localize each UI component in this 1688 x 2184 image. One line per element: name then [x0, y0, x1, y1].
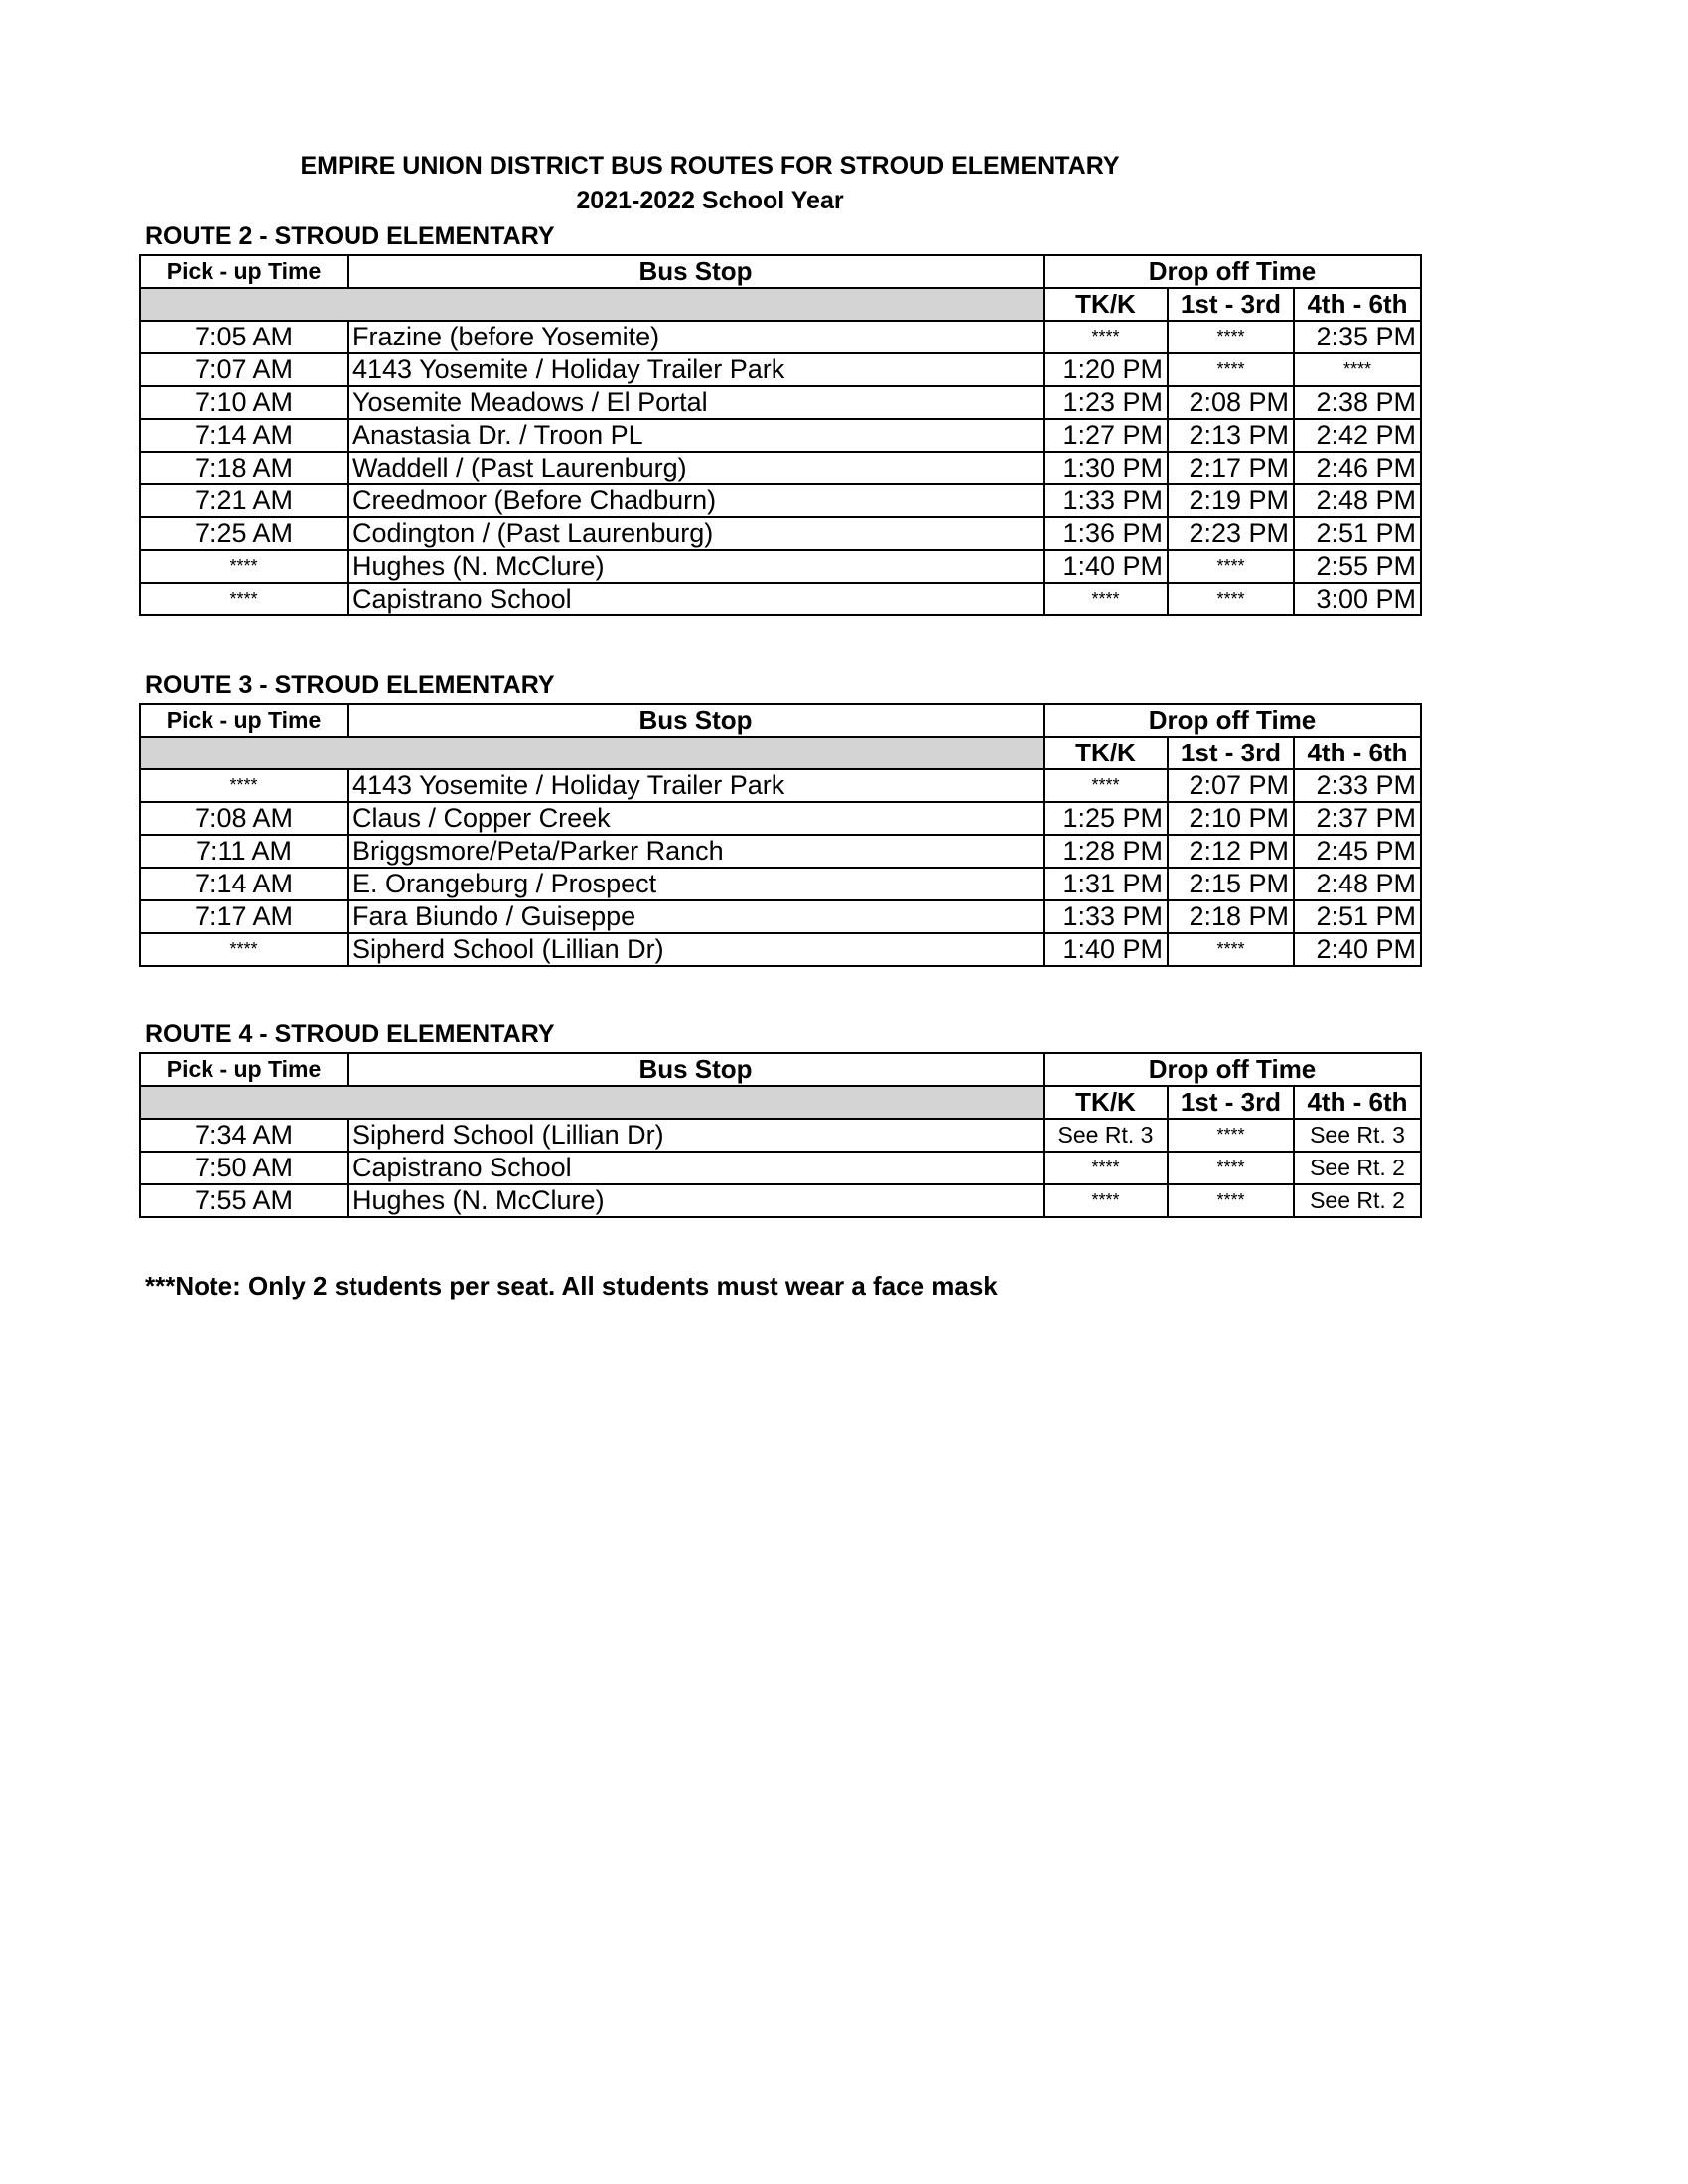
table-subheader-row	[140, 737, 1421, 769]
bus-stop-cell: Creedmoor (Before Chadburn)	[348, 484, 1044, 517]
tk-k-time-cell: 1:33 PM	[1044, 900, 1168, 933]
pickup-time-cell: 7:34 AM	[140, 1119, 348, 1152]
grades-4-6-time-cell: 2:33 PM	[1294, 769, 1421, 802]
grades-4-6-time-cell: 2:45 PM	[1294, 835, 1421, 868]
pickup-time-cell: 7:55 AM	[140, 1184, 348, 1217]
drop-off-time-header: Drop off Time	[1044, 704, 1421, 737]
grades-1-3-time-cell: ****	[1168, 1119, 1294, 1152]
pickup-time-cell: ****	[140, 769, 348, 802]
pickup-time-header: Pick - up Time	[140, 1053, 348, 1086]
bus-stop-cell: Claus / Copper Creek	[348, 802, 1044, 835]
grades-1-3-header: 1st - 3rd	[1168, 1086, 1294, 1119]
tk-k-time-cell: 1:25 PM	[1044, 802, 1168, 835]
grades-4-6-time-cell: See Rt. 3	[1294, 1119, 1421, 1152]
bus-stop-cell: Sipherd School (Lillian Dr)	[348, 933, 1044, 966]
grades-4-6-time-cell: 2:35 PM	[1294, 321, 1421, 353]
table-row	[140, 769, 1421, 802]
table-row	[140, 452, 1421, 484]
tk-k-time-cell: 1:31 PM	[1044, 868, 1168, 900]
grades-4-6-time-cell: 2:51 PM	[1294, 517, 1421, 550]
tk-k-time-cell: ****	[1044, 1184, 1168, 1217]
document-header	[139, 149, 1281, 218]
table-row	[140, 868, 1421, 900]
route-rows	[140, 321, 1421, 615]
grades-1-3-time-cell: ****	[1168, 321, 1294, 353]
grades-4-6-time-cell: 2:55 PM	[1294, 550, 1421, 583]
tk-k-time-cell: ****	[1044, 321, 1168, 353]
grades-1-3-time-cell: 2:15 PM	[1168, 868, 1294, 900]
grades-1-3-time-cell: 2:10 PM	[1168, 802, 1294, 835]
pickup-time-cell: ****	[140, 550, 348, 583]
bus-stop-cell: Briggsmore/Peta/Parker Ranch	[348, 835, 1044, 868]
grades-1-3-header: 1st - 3rd	[1168, 288, 1294, 321]
tk-k-time-cell: 1:36 PM	[1044, 517, 1168, 550]
grades-1-3-time-cell: ****	[1168, 1184, 1294, 1217]
bus-stop-cell: Fara Biundo / Guiseppe	[348, 900, 1044, 933]
bus-stop-header: Bus Stop	[348, 1053, 1044, 1086]
tk-k-time-cell: 1:23 PM	[1044, 386, 1168, 419]
table-header-row	[140, 255, 1421, 288]
grades-4-6-time-cell: 2:42 PM	[1294, 419, 1421, 452]
grades-4-6-time-cell: 3:00 PM	[1294, 583, 1421, 615]
tk-k-time-cell: 1:20 PM	[1044, 353, 1168, 386]
grades-1-3-time-cell: 2:17 PM	[1168, 452, 1294, 484]
tk-k-time-cell: 1:33 PM	[1044, 484, 1168, 517]
pickup-time-cell: 7:14 AM	[140, 419, 348, 452]
pickup-time-cell: 7:50 AM	[140, 1152, 348, 1184]
route-heading: ROUTE 3 - STROUD ELEMENTARY	[145, 671, 555, 699]
pickup-time-cell: 7:10 AM	[140, 386, 348, 419]
grades-1-3-time-cell: 2:12 PM	[1168, 835, 1294, 868]
grades-4-6-time-cell: 2:46 PM	[1294, 452, 1421, 484]
route-schedule-table	[139, 1052, 1422, 1218]
bus-stop-cell: Sipherd School (Lillian Dr)	[348, 1119, 1044, 1152]
table-row	[140, 484, 1421, 517]
bus-stop-header: Bus Stop	[348, 704, 1044, 737]
shaded-header-cell	[140, 1086, 1044, 1119]
tk-k-time-cell: See Rt. 3	[1044, 1119, 1168, 1152]
table-row	[140, 1119, 1421, 1152]
bus-stop-cell: Capistrano School	[348, 1152, 1044, 1184]
bus-stop-cell: Codington / (Past Laurenburg)	[348, 517, 1044, 550]
route-heading: ROUTE 4 - STROUD ELEMENTARY	[145, 1021, 555, 1048]
tk-k-time-cell: 1:28 PM	[1044, 835, 1168, 868]
pickup-time-cell: 7:17 AM	[140, 900, 348, 933]
table-row	[140, 802, 1421, 835]
pickup-time-cell: 7:18 AM	[140, 452, 348, 484]
pickup-time-header: Pick - up Time	[140, 704, 348, 737]
pickup-time-cell: 7:21 AM	[140, 484, 348, 517]
pickup-time-cell: 7:05 AM	[140, 321, 348, 353]
grades-1-3-time-cell: 2:07 PM	[1168, 769, 1294, 802]
grades-4-6-time-cell: 2:48 PM	[1294, 484, 1421, 517]
grades-1-3-time-cell: ****	[1168, 1152, 1294, 1184]
table-subheader-row	[140, 288, 1421, 321]
table-row	[140, 386, 1421, 419]
drop-off-time-header: Drop off Time	[1044, 1053, 1421, 1086]
table-row	[140, 583, 1421, 615]
bus-stop-cell: Capistrano School	[348, 583, 1044, 615]
bus-stop-cell: Yosemite Meadows / El Portal	[348, 386, 1044, 419]
route-heading: ROUTE 2 - STROUD ELEMENTARY	[145, 222, 555, 250]
table-row	[140, 900, 1421, 933]
document-subtitle: 2021-2022 School Year	[576, 187, 844, 214]
grades-1-3-time-cell: ****	[1168, 583, 1294, 615]
grades-1-3-time-cell: ****	[1168, 353, 1294, 386]
table-row	[140, 419, 1421, 452]
grades-4-6-time-cell: 2:51 PM	[1294, 900, 1421, 933]
table-subheader-row	[140, 1086, 1421, 1119]
table-header-row	[140, 1053, 1421, 1086]
bus-stop-cell: Anastasia Dr. / Troon PL	[348, 419, 1044, 452]
bus-stop-cell: 4143 Yosemite / Holiday Trailer Park	[348, 353, 1044, 386]
bus-stop-cell: Waddell / (Past Laurenburg)	[348, 452, 1044, 484]
bus-stop-cell: E. Orangeburg / Prospect	[348, 868, 1044, 900]
route-schedule-table	[139, 703, 1422, 967]
tk-k-time-cell: 1:40 PM	[1044, 933, 1168, 966]
bus-stop-cell: Hughes (N. McClure)	[348, 550, 1044, 583]
table-row	[140, 321, 1421, 353]
bus-stop-cell: Hughes (N. McClure)	[348, 1184, 1044, 1217]
shaded-header-cell	[140, 737, 1044, 769]
tk-k-header: TK/K	[1044, 288, 1168, 321]
grades-4-6-time-cell: ****	[1294, 353, 1421, 386]
pickup-time-cell: ****	[140, 933, 348, 966]
grades-1-3-time-cell: 2:23 PM	[1168, 517, 1294, 550]
table-row	[140, 517, 1421, 550]
tk-k-header: TK/K	[1044, 737, 1168, 769]
grades-1-3-time-cell: 2:13 PM	[1168, 419, 1294, 452]
grades-1-3-time-cell: ****	[1168, 550, 1294, 583]
tk-k-time-cell: 1:27 PM	[1044, 419, 1168, 452]
route-rows	[140, 769, 1421, 966]
tk-k-header: TK/K	[1044, 1086, 1168, 1119]
grades-1-3-header: 1st - 3rd	[1168, 737, 1294, 769]
grades-4-6-time-cell: See Rt. 2	[1294, 1184, 1421, 1217]
tk-k-time-cell: ****	[1044, 583, 1168, 615]
table-row	[140, 1152, 1421, 1184]
grades-4-6-header: 4th - 6th	[1294, 1086, 1421, 1119]
pickup-time-header: Pick - up Time	[140, 255, 348, 288]
grades-1-3-time-cell: 2:08 PM	[1168, 386, 1294, 419]
grades-1-3-time-cell: 2:19 PM	[1168, 484, 1294, 517]
table-row	[140, 933, 1421, 966]
grades-4-6-header: 4th - 6th	[1294, 737, 1421, 769]
pickup-time-cell: 7:08 AM	[140, 802, 348, 835]
safety-note: ***Note: Only 2 students per seat. All students must wear a face mask	[145, 1271, 998, 1300]
pickup-time-cell: 7:11 AM	[140, 835, 348, 868]
table-row	[140, 1184, 1421, 1217]
table-row	[140, 835, 1421, 868]
drop-off-time-header: Drop off Time	[1044, 255, 1421, 288]
table-header-row	[140, 704, 1421, 737]
grades-4-6-header: 4th - 6th	[1294, 288, 1421, 321]
table-row	[140, 353, 1421, 386]
grades-1-3-time-cell: 2:18 PM	[1168, 900, 1294, 933]
tk-k-time-cell: 1:40 PM	[1044, 550, 1168, 583]
pickup-time-cell: 7:07 AM	[140, 353, 348, 386]
grades-4-6-time-cell: 2:38 PM	[1294, 386, 1421, 419]
tk-k-time-cell: 1:30 PM	[1044, 452, 1168, 484]
pickup-time-cell: 7:14 AM	[140, 868, 348, 900]
document-title: EMPIRE UNION DISTRICT BUS ROUTES FOR STROUD ELEMENTARY	[300, 152, 1120, 180]
grades-4-6-time-cell: 2:40 PM	[1294, 933, 1421, 966]
pickup-time-cell: 7:25 AM	[140, 517, 348, 550]
pickup-time-cell: ****	[140, 583, 348, 615]
tk-k-time-cell: ****	[1044, 769, 1168, 802]
route-section	[139, 218, 1420, 616]
bus-stop-cell: Frazine (before Yosemite)	[348, 321, 1044, 353]
grades-1-3-time-cell: ****	[1168, 933, 1294, 966]
route-section	[139, 1017, 1420, 1218]
route-section	[139, 667, 1420, 967]
table-row	[140, 550, 1421, 583]
route-rows	[140, 1119, 1421, 1217]
shaded-header-cell	[140, 288, 1044, 321]
grades-4-6-time-cell: 2:37 PM	[1294, 802, 1421, 835]
grades-4-6-time-cell: 2:48 PM	[1294, 868, 1421, 900]
route-schedule-table	[139, 254, 1422, 616]
tk-k-time-cell: ****	[1044, 1152, 1168, 1184]
bus-stop-header: Bus Stop	[348, 255, 1044, 288]
bus-stop-cell: 4143 Yosemite / Holiday Trailer Park	[348, 769, 1044, 802]
grades-4-6-time-cell: See Rt. 2	[1294, 1152, 1421, 1184]
